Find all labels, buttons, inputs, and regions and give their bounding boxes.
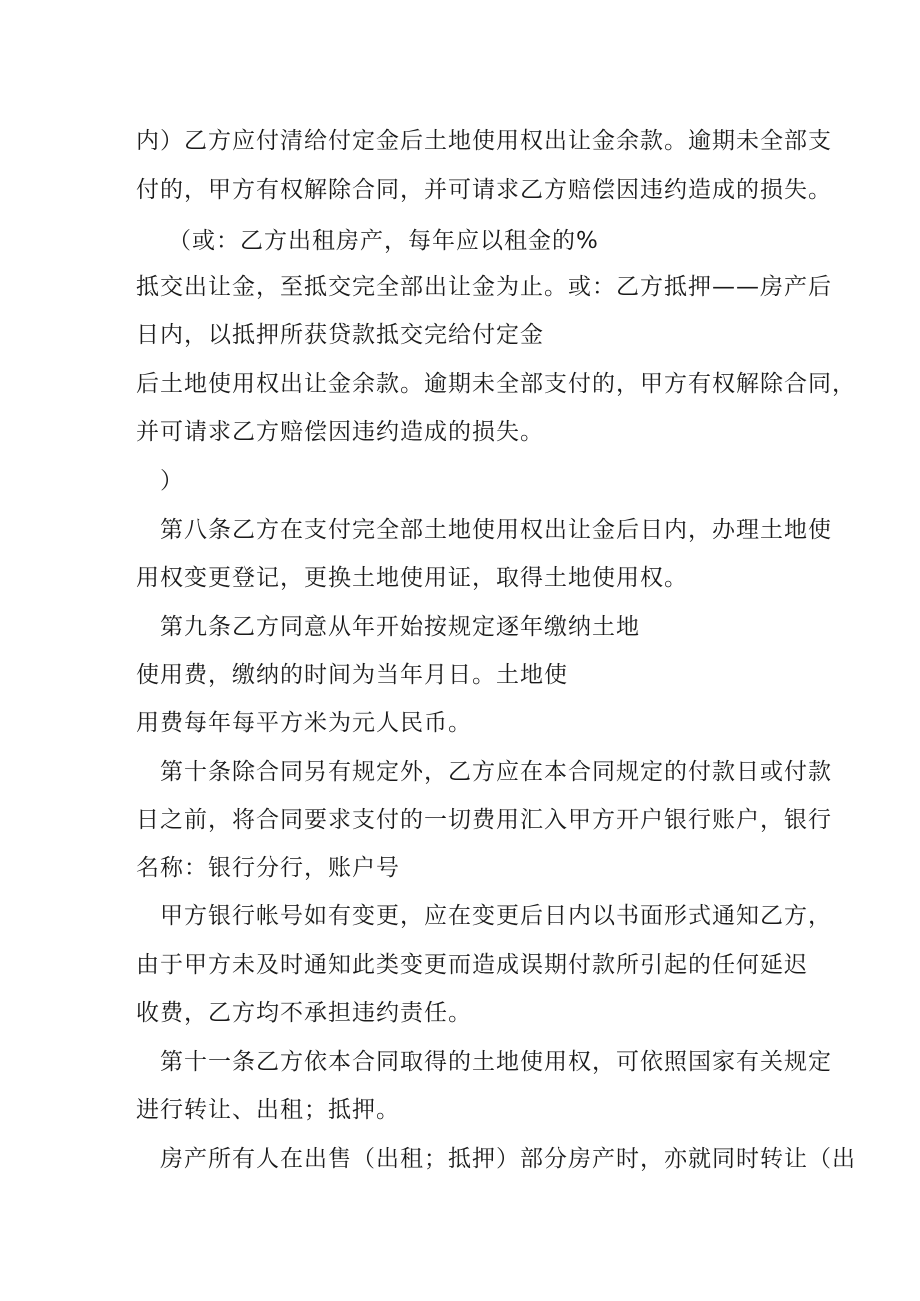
text-line: 日内，以抵押所获贷款抵交完给付定金 (136, 322, 544, 348)
text-line: 日之前，将合同要求支付的一切费用汇入甲方开户银行账户，银行 (136, 807, 832, 833)
text-line: 用权变更登记，更换土地使用证，取得土地使用权。 (136, 565, 688, 591)
text-line: 使用费，缴纳的时间为当年月日。土地使 (136, 662, 568, 688)
text-line: 进行转让、出租；抵押。 (136, 1097, 400, 1123)
text-line: 甲方银行帐号如有变更，应在变更后日内以书面形式通知乙方， (160, 903, 832, 929)
text-line: 第十条除合同另有规定外，乙方应在本合同规定的付款日或付款 (160, 759, 832, 785)
text-line: 房产所有人在出售（出租；抵押）部分房产时，亦就同时转让（出 (160, 1146, 856, 1172)
text-line: 名称：银行分行，账户号 (136, 855, 400, 881)
text-line: 由于甲方未及时通知此类变更而造成误期付款所引起的任何延迟 (136, 952, 808, 978)
text-line: 收费，乙方均不承担违约责任。 (136, 1000, 472, 1026)
text-line: （或：乙方出租房产，每年应以租金的% (168, 228, 599, 254)
text-line: 后土地使用权出让金余款。逾期未全部支付的，甲方有权解除合同， (136, 371, 856, 397)
text-line: ） (160, 468, 184, 494)
text-line: 付的，甲方有权解除合同，并可请求乙方赔偿因违约造成的损失。 (136, 177, 832, 203)
text-line: 第八条乙方在支付完全部土地使用权出让金后日内，办理土地使 (160, 517, 832, 543)
text-line: 第十一条乙方依本合同取得的土地使用权，可依照国家有关规定 (160, 1049, 832, 1075)
text-line: 抵交出让金，至抵交完全部出让金为止。或：乙方抵押——房产后 (136, 274, 832, 300)
text-line: 第九条乙方同意从年开始按规定逐年缴纳土地 (160, 614, 640, 640)
text-line: 并可请求乙方赔偿因违约造成的损失。 (136, 419, 544, 445)
text-line: 用费每年每平方米为元人民币。 (136, 710, 472, 736)
text-line: 内）乙方应付清给付定金后土地使用权出让金余款。逾期未全部支 (136, 128, 832, 154)
